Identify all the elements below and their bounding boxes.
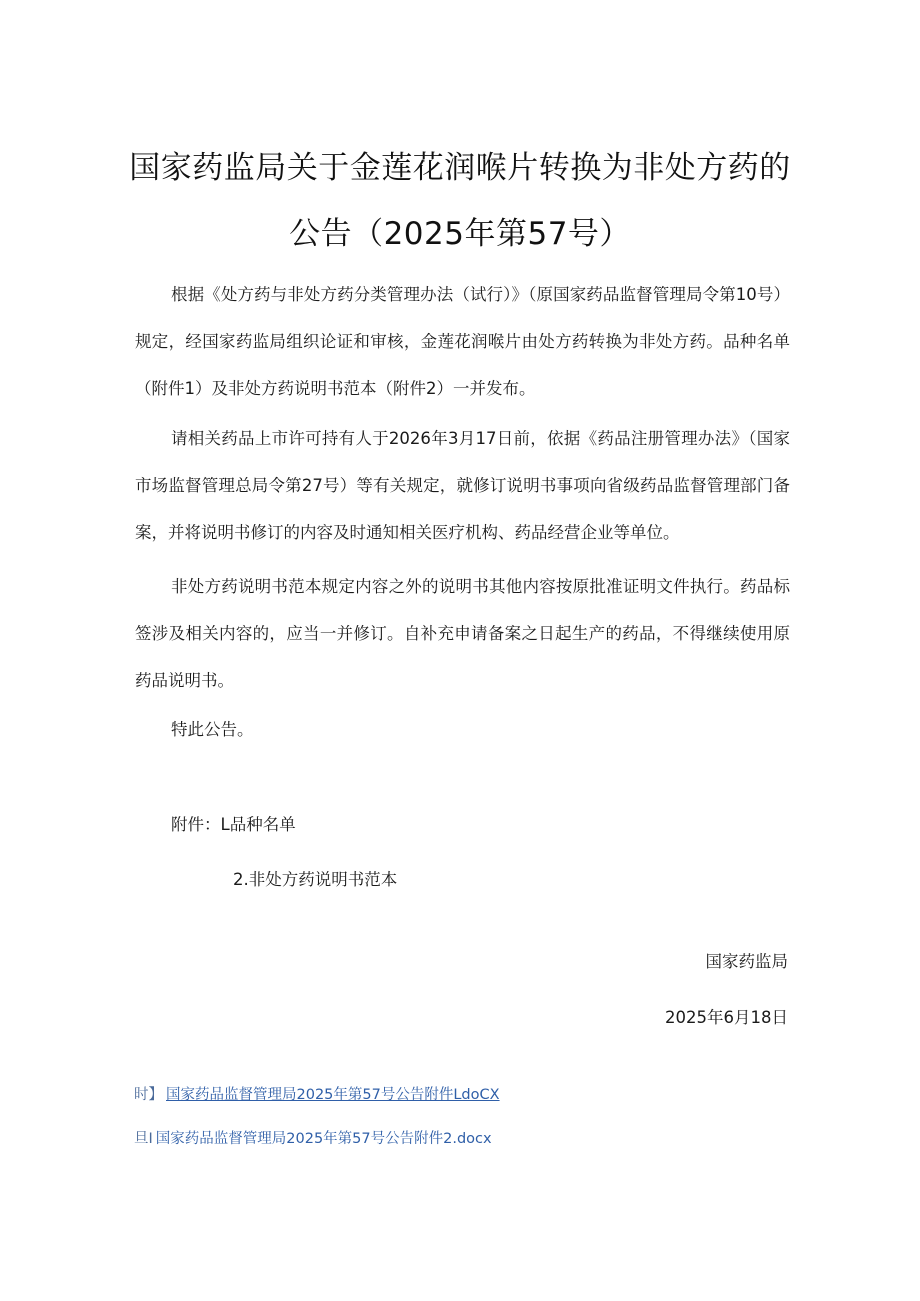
closing-statement: 特此公告。 xyxy=(171,720,254,739)
file-download-link-1[interactable]: 国家药品监督管理局2025年第57号公告附件LdoCX xyxy=(166,1087,500,1103)
file-icon: 旦I xyxy=(134,1131,153,1147)
attachment-item-2: 2.非处方药说明书范本 xyxy=(233,870,398,889)
file-attachment-1 xyxy=(134,1083,500,1104)
body-paragraph-3: 非处方药说明书范本规定内容之外的说明书其他内容按原批准证明文件执行。药品标签涉及相关内容的，应当一并修订。自补充申请备案之日起生产的药品，不得继续使用原药品说明书。 xyxy=(135,577,790,690)
file-icon: 时】 xyxy=(134,1087,163,1103)
file-attachment-2 xyxy=(134,1127,492,1148)
file-download-link-2[interactable]: 国家药品监督管理局2025年第57号公告附件2.docx xyxy=(155,1131,492,1147)
body-paragraph-1: 根据《处方药与非处方药分类管理办法（试行）》（原国家药品监督管理局令第10号）规定，经国家药监局组织论证和审核，金莲花润喉片由处方药转换为非处方药。品种名单（附件1）及非处方药说明书范本（附件2）一并发布。 xyxy=(135,285,790,398)
signature-date: 2025年6月18日 xyxy=(665,1008,788,1027)
page-title-line-2: 公告（2025年第57号） xyxy=(289,216,631,252)
body-paragraph-2: 请相关药品上市许可持有人于2026年3月17日前，依据《药品注册管理办法》（国家市场监督管理总局令第27号）等有关规定，就修订说明书事项向省级药品监督管理部门备案，并将说明书修订的内容及时通知相关医疗机构、药品经营企业等单位。 xyxy=(135,429,790,542)
page-title-line-1: 国家药监局关于金莲花润喉片转换为非处方药的 xyxy=(129,150,791,186)
attachment-item-1: 附件：L品种名单 xyxy=(171,815,296,834)
signature-organization: 国家药监局 xyxy=(705,952,788,971)
